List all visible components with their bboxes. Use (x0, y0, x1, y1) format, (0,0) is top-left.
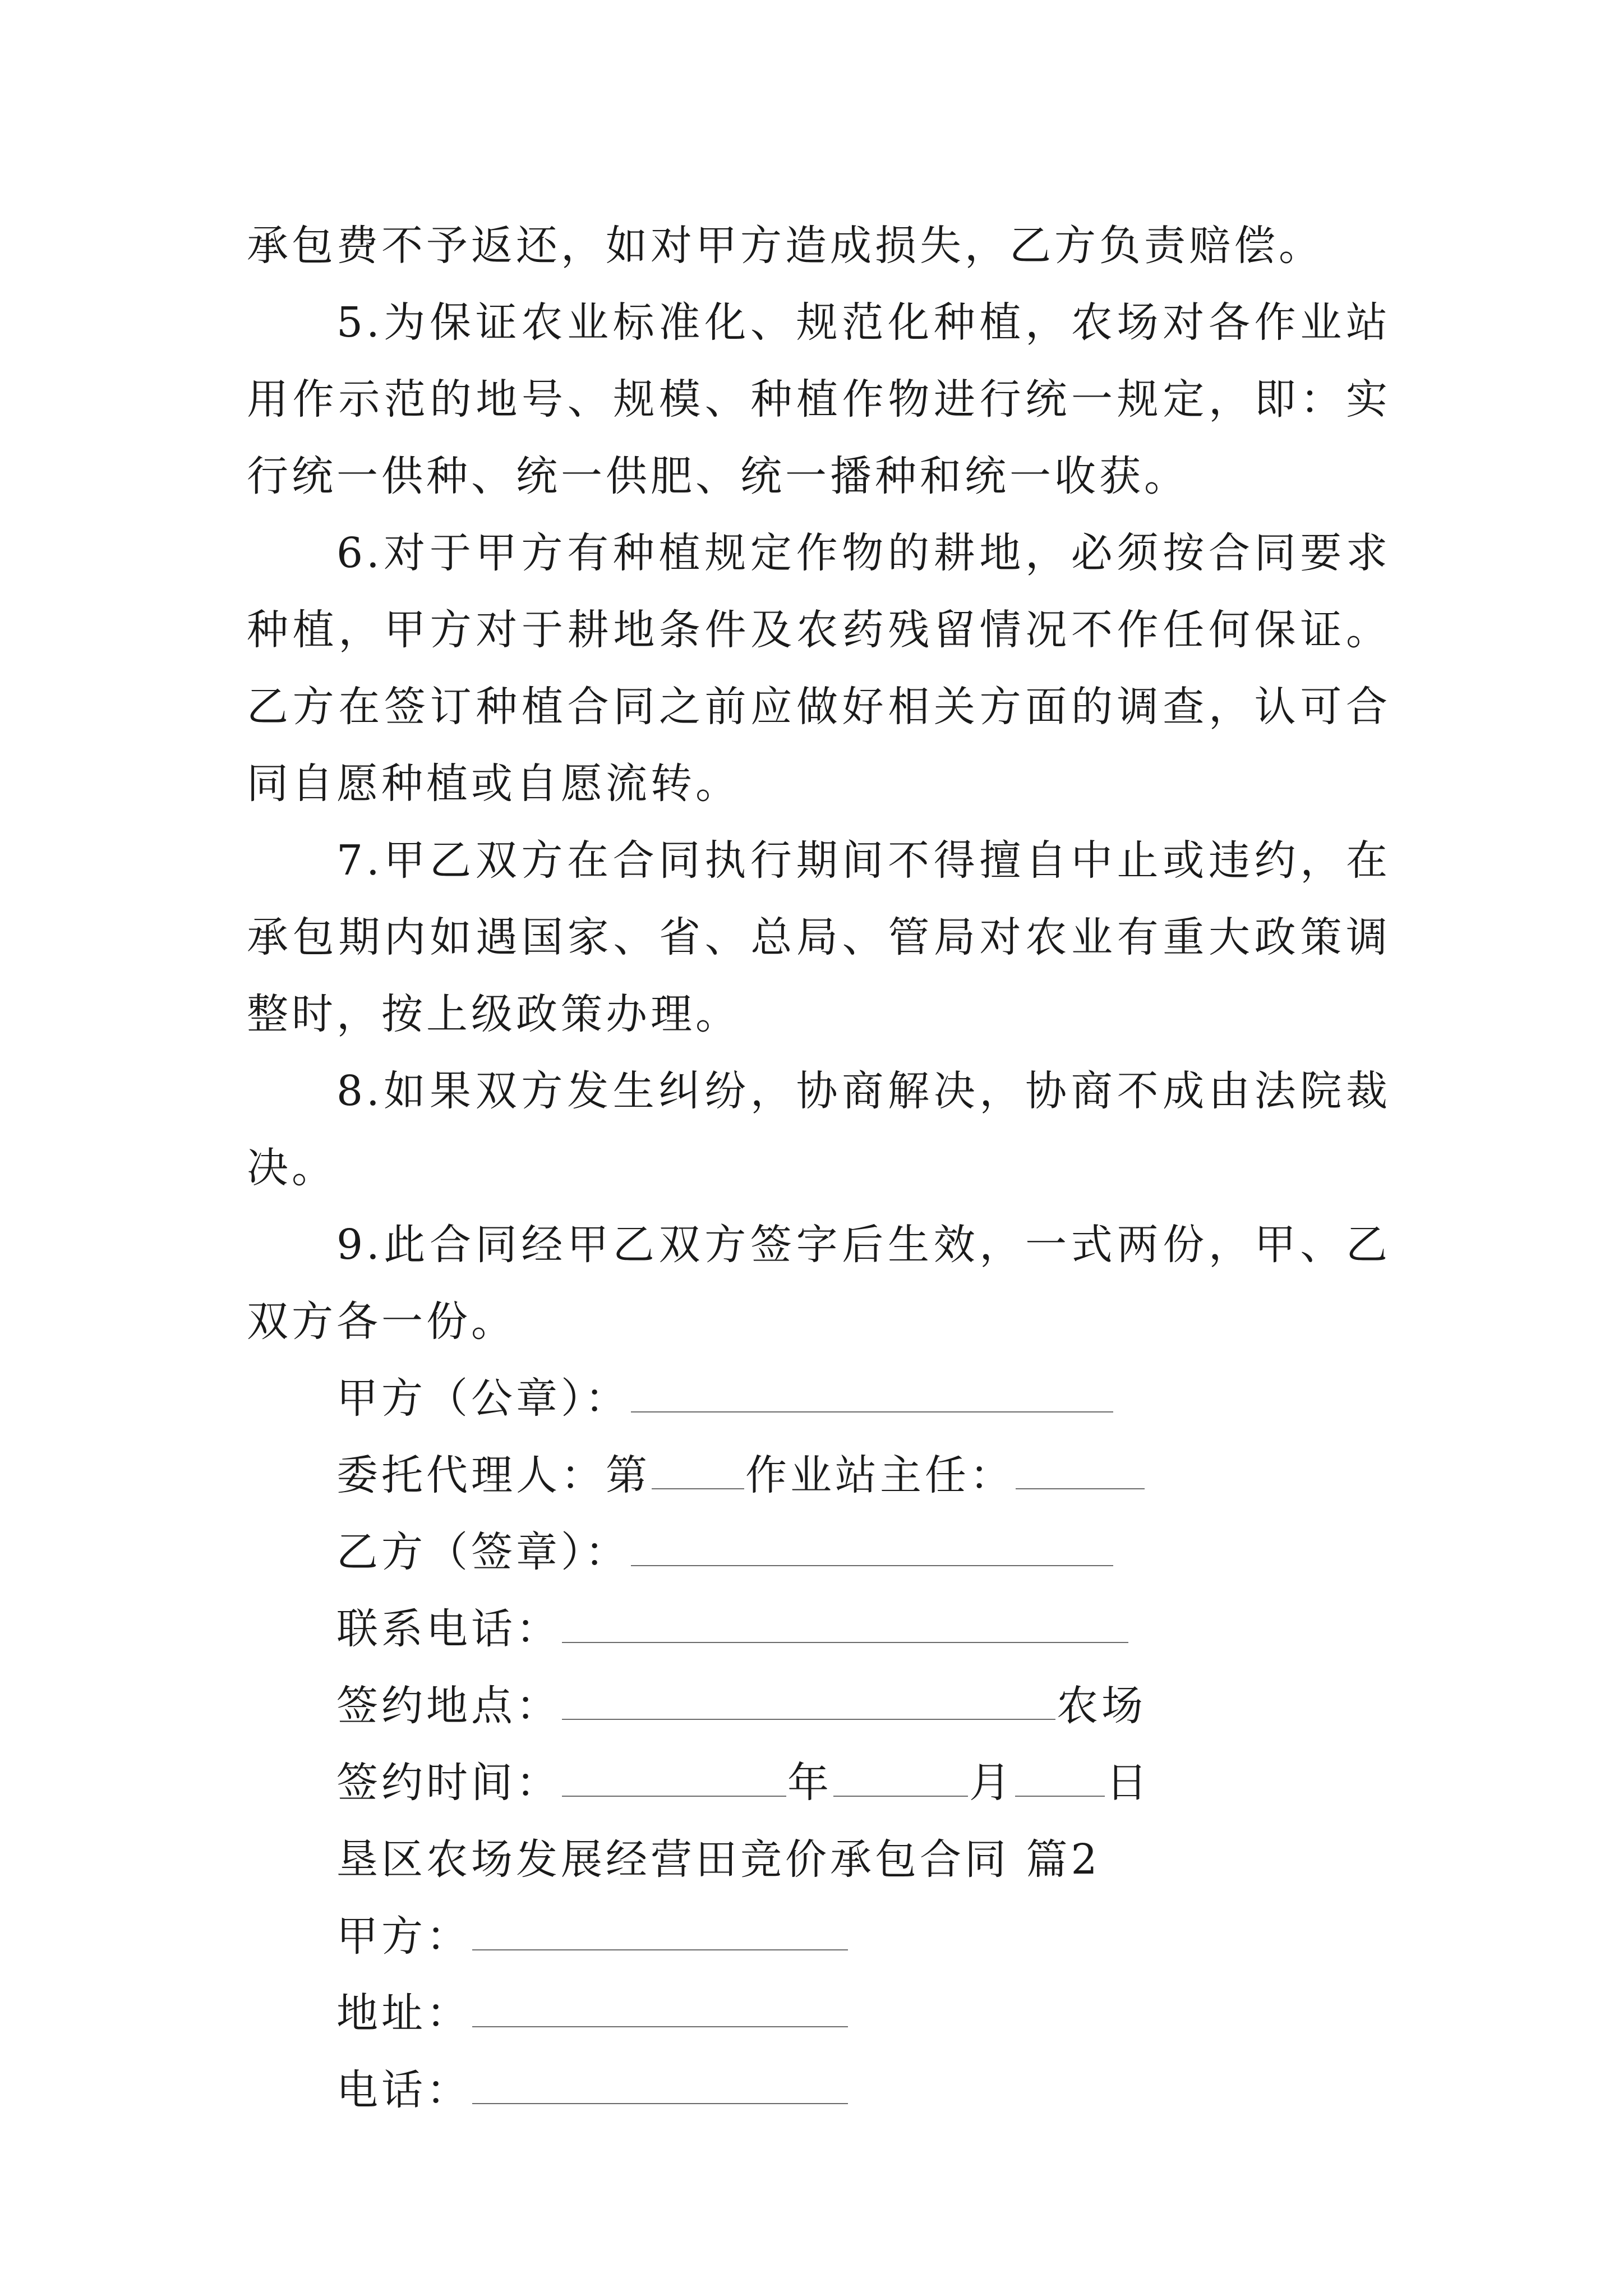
agent-row (336, 1437, 1391, 1514)
section2-address-label: 地址： (336, 1989, 471, 2037)
party-b-sign-label: 乙方（签章）： (336, 1528, 630, 1576)
party-a-seal-row (336, 1360, 1391, 1437)
location-row (336, 1668, 1391, 1745)
location-blank[interactable] (562, 1686, 1055, 1720)
section2-party-a-row (336, 1898, 1391, 1975)
phone-blank[interactable] (562, 1609, 1128, 1643)
station-director-label: 作业站主任： (745, 1451, 1015, 1499)
party-b-sign-blank[interactable] (631, 1533, 1113, 1566)
section2-phone-blank[interactable] (472, 2070, 848, 2104)
signature-form (336, 1360, 1391, 2129)
month-label: 月 (969, 1759, 1014, 1807)
section2-address-row (336, 1975, 1391, 2052)
year-label: 年 (787, 1759, 832, 1807)
party-b-sign-row (336, 1514, 1391, 1591)
section2-party-a-label: 甲方： (336, 1912, 471, 1961)
station-director-blank[interactable] (1016, 1456, 1145, 1489)
month-blank[interactable] (833, 1763, 968, 1797)
phone-row (336, 1591, 1391, 1668)
section2-phone-row (336, 2052, 1391, 2129)
party-a-seal-label: 甲方（公章）： (336, 1374, 630, 1423)
location-suffix: 农场 (1057, 1682, 1146, 1730)
section2-party-a-blank[interactable] (472, 1917, 848, 1950)
paragraph-item-7: 7.甲乙双方在合同执行期间不得擅自中止或违约，在承包期内如遇国家、省、总局、管局对农业有重大政策调整时，按上级政策办理。 (247, 836, 1391, 1038)
day-blank[interactable] (1015, 1763, 1105, 1797)
paragraph-continuation: 承包费不予返还，如对甲方造成损失，乙方负责赔偿。 (247, 222, 1324, 270)
paragraph-item-6: 6.对于甲方有种植规定作物的耕地，必须按合同要求种植，甲方对于耕地条件及农药残留情况不作任何保证。乙方在签订种植合同之前应做好相关方面的调查，认可合同自愿种植或自愿流转。 (247, 529, 1391, 808)
section2-title: 垦区农场发展经营田竞价承包合同 篇2 (336, 1835, 1101, 1884)
agent-label: 委托代理人：第 (336, 1451, 651, 1499)
party-a-seal-blank[interactable] (631, 1379, 1113, 1412)
phone-label: 联系电话： (336, 1605, 561, 1653)
station-number-blank[interactable] (652, 1456, 744, 1489)
paragraph-item-5: 5.为保证农业标准化、规范化种植，农场对各作业站用作示范的地号、规模、种植作物进行统一规定，即：实行统一供种、统一供肥、统一播种和统一收获。 (247, 298, 1391, 500)
document-page (247, 208, 1391, 2129)
time-label: 签约时间： (336, 1759, 561, 1807)
day-label: 日 (1106, 1759, 1151, 1807)
year-blank[interactable] (562, 1763, 786, 1797)
time-row (336, 1745, 1391, 1821)
section2-address-blank[interactable] (472, 1994, 848, 2027)
paragraph-item-8: 8.如果双方发生纠纷，协商解决，协商不成由法院裁决。 (247, 1067, 1391, 1192)
paragraph-item-9: 9.此合同经甲乙双方签字后生效，一式两份，甲、乙双方各一份。 (247, 1221, 1391, 1346)
section2-title-row (336, 1821, 1391, 1898)
location-label: 签约地点： (336, 1682, 561, 1730)
section2-phone-label: 电话： (336, 2066, 471, 2114)
